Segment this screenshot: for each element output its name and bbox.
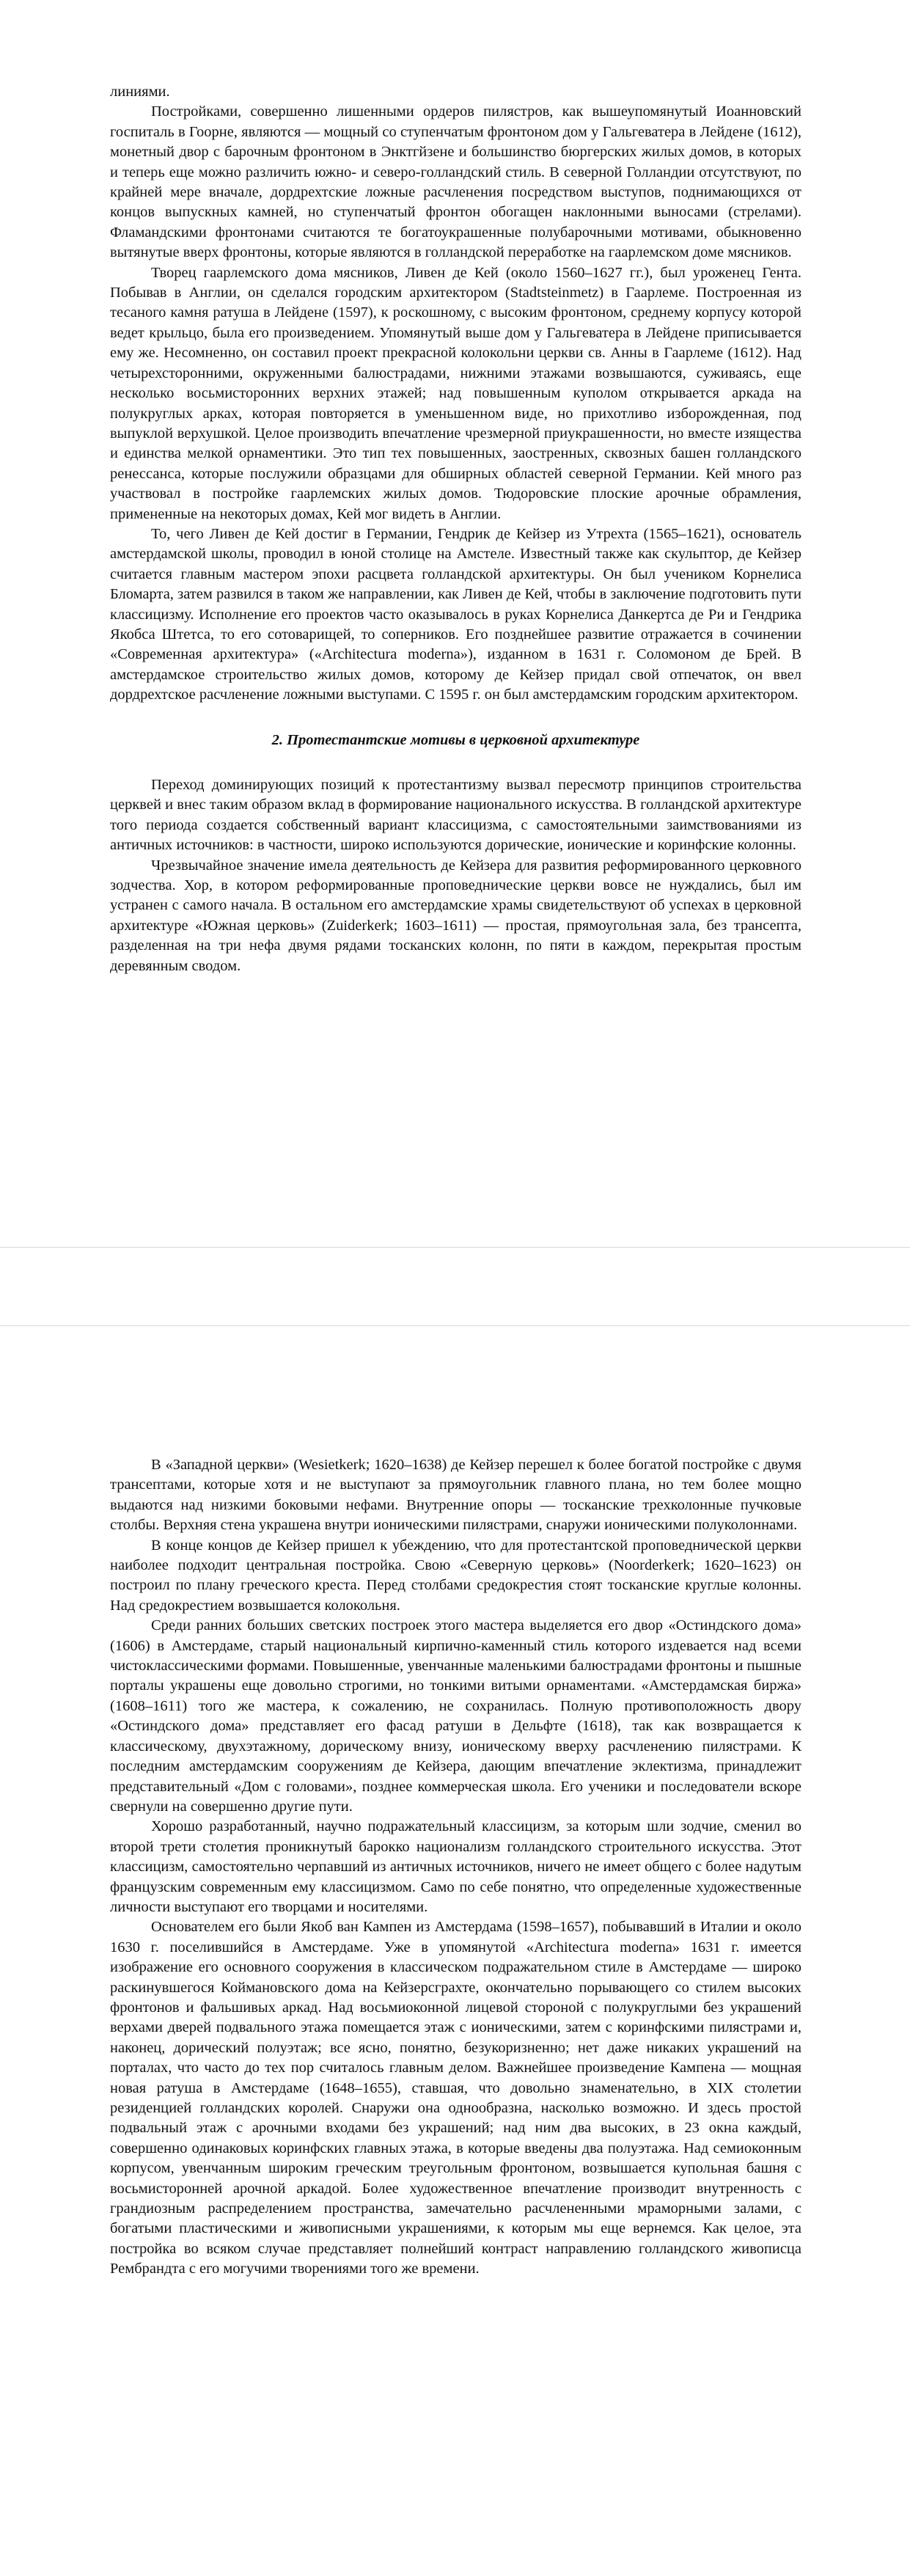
paragraph: Постройками, совершенно лишенными ордеров пилястров, как вышеупомянутый Иоанновский госпиталь в Гоорне, являются — мощный со ступенчатым фронтоном дом у Гальгеватера в Лейдене (1612), монетный двор с барочным фронтоном в Энктгйзене и большинство бюргерских жилых домов, в которых и теперь еще можно различить южно- и северо-голландский стиль. В северной Голландии отсутствуют, по крайней мере вначале, дордрехтские ложные расчленения посредством выступов, поднимающихся от концов выпускных камней, но ступенчатый фронтон обогащен наклонными выносами (стрелами). Фламандскими фронтонами считаются те богатоукрашенные полубарочными мотивами, обыкновенно вытянутые вверх фронтоны, которые являются в голландской переработке на гаарлемском доме мясников. xyxy=(110,103,801,261)
paragraph: Хорошо разработанный, научно подражательный классицизм, за которым шли зодчие, сменил во второй трети столетия проникнутый барокко национализм голландского строительного искусства. Этот классицизм, самостоятельно черпавший из античных источников, ничего не имеет общего с более надутым французским современным ему классицизмом. Само по себе понятно, что определенные художественные личности выступают его творцами и носителями. xyxy=(110,1818,801,1915)
paragraph: В конце концов де Кейзер пришел к убеждению, что для протестантской проповеднической церкви наиболее подходит центральная постройка. Свою «Северную церковь» (Noorderkerk; 1620–1623) он построил по плану греческого креста. Перед столбами средокрестия стоят тосканские круглые колонны. Над средокрестием возвышается колокольня. xyxy=(110,1537,801,1614)
paragraph: В «Западной церкви» (Wesietkerk; 1620–1638) де Кейзер перешел к более богатой постройке с двумя трансептами, которые хотя и не выступают за прямоугольник главного плана, но тем более мощно выдаются над низкими боковыми нефами. Внутренние опоры — тосканские трехколонные пучковые столбы. Верхняя стена украшена внутри ионическими пилястрами, снаружи ионическими полуколоннами. xyxy=(110,1457,801,1534)
section-heading: 2. Протестантские мотивы в церковной архитектуре xyxy=(271,731,640,748)
paragraph: Творец гаарлемского дома мясников, Ливен де Кей (около 1560–1627 гг.), был уроженец Гента. Побывав в Англии, он сделался городским архитектором (Stadtsteinmetz) в Гаарлеме. Построенная из тесаного камня ратуша в Лейдене (1597), к роскошному, с высоким фронтоном, среднему корпусу которой ведет крыльцо, была его произведением. Упомянутый выше дом у Гальгеватера в Лейдене приписывается ему же. Несомненно, он составил проект прекрасной колокольни церкви св. Анны в Гаарлеме (1612). Над четырехсторонними, окруженными балюстрадами, нижними этажами возвышаются, суживаясь, еще несколько восьмисторонних верхних этажей; над повышенным куполом открывается аркада на полукруглых арках, которая повторяется в уменьшенном виде, но прихотливо изборожденная, под выпуклой верхушкой. Целое производить впечатление чрезмерной приукрашенности, но вместе изящества и единства мелкой орнаментики. Это тип тех повышенных, заостренных, сквозных башен голландского ренессанса, которые послужили образцами для обширных областей северной Германии. Кей много раз участвовал в постройке гаарлемских жилых домов. Тюдоровские плоские арочные обрамления, примененные на некоторых домах, Кей мог видеть в Англии. xyxy=(110,264,801,522)
paragraph: Основателем его были Якоб ван Кампен из Амстердама (1598–1657), побывавший в Италии и около 1630 г. поселившийся в Амстердаме. Уже в упомянутой «Architectura moderna» 1631 г. имеется изображение его основного сооружения в классическом подражательном стиле в Амстердаме — широко раскинувшегося Коймановского дома на Кейзерсграхте, окончательно порывающего со стилем высоких фронтонов и фальшивых аркад. Над восьмиоконной лицевой стороной с полукруглыми без украшений верхами дверей подвального этажа помещается этаж с ионическими, затем с коринфскими пилястрами и, наконец, дорический полуэтаж; все ясно, понятно, безукоризненно; нет даже никаких украшений на порталах, что часто до тех пор считалось главным делом. Важнейшее произведение Кампена — мощная новая ратуша в Амстердаме (1648–1655), ставшая, что довольно знаменательно, в XIX столетии резиденцией голландских королей. Снаружи она однообразна, насколько возможно. И здесь простой подвальный этаж с арочными входами без украшений; над ним два высоких, в 23 окна каждый, совершенно одинаковых коринфских главных этажа, в которые введены два полуэтажа. Над семиоконным корпусом, увенчанным широким греческим треугольным фронтоном, возвышается купольная башня с восьмисторонней арочной аркадой. Более художественное впечатление производит внутренность с грандиозным распределением пространства, замечательно расчлененными мраморными залами, с богатыми пластическими и живописными украшениями, к которым мы еще вернемся. Как целое, эта постройка во всяком случае представляет полнейший контраст направлению голландского живописца Рембрандта с его могучими творениями того же времени. xyxy=(110,1919,801,2277)
paragraph: Чрезвычайное значение имела деятельность де Кейзера для развития реформированного церковного зодчества. Хор, в котором реформированные проповеднические церкви вовсе не нуждались, был им устранен с самого начала. В остальном его амстердамские храмы свидетельствуют об успехах в церковной архитектуре «Южная церковь» (Zuiderkerk; 1603–1611) — простая, прямоугольная зала, без трансепта, разделенная на три нефа двумя рядами тосканских колонн, по пяти в каждом, перекрытая простым деревянным сводом. xyxy=(110,857,801,974)
page-1-text xyxy=(110,82,801,976)
document-page-2 xyxy=(0,1326,910,2576)
document-page-1 xyxy=(0,0,910,1247)
page-2-text xyxy=(110,1455,801,2280)
paragraph: Переход доминирующих позиций к протестантизму вызвал пересмотр принципов строительства церквей и внес таким образом вклад в формирование национального искусства. В голландской архитектуре того периода создается собственный вариант классицизма, с самостоятельными заимствованиями из античных источников: в частности, широко используются дорические, ионические и коринфские колонны. xyxy=(110,777,801,854)
paragraph: Среди ранних больших светских построек этого мастера выделяется его двор «Остиндского дома» (1606) в Амстердаме, старый национальный кирпично-каменный стиль которого издевается над всеми чистоклассическими формами. Повышенные, увенчанные маленькими балюстрадами фронтоны и пышные порталы украшены еще довольно строгими, но тонкими витыми орнаментами. «Амстердамская биржа» (1608–1611) того же мастера, к сожалению, не сохранилась. Полную противоположность двору «Остиндского дома» представляет его фасад ратуши в Дельфте (1618), так как возвращается к классическому, двухэтажному, дорическому внизу, ионическому вверху расчленению пилястрами. К последним амстердамским сооружениям де Кейзера, дающим впечатление эклектизма, принадлежит представительный «Дом с головами», позднее коммерческая школа. Его ученики и последователи вскоре свернули на совершенно другие пути. xyxy=(110,1617,801,1815)
paragraph: линиями. xyxy=(110,84,170,100)
page-separator xyxy=(0,1247,910,1326)
paragraph: То, чего Ливен де Кей достиг в Германии, Гендрик де Кейзер из Утрехта (1565–1621), основатель амстердамской школы, проводил в юной столице на Амстеле. Известный также как скульптор, де Кейзер считается главным мастером эпохи расцвета голландской архитектуры. Он был учеником Корнелиса Бломарта, затем развился в таком же направлении, как Ливен де Кей, чтобы в заключение подготовить пути классицизму. Исполнение его проектов часто оказывалось в руках Корнелиса Данкертса де Ри и Гендрика Якобса Штетса, то его сотоварищей, то соперников. Его позднейшее развитие отражается в сочинении «Современная архитектура» («Architectura moderna»), изданном в 1631 г. Соломоном де Брей. В амстердамское строительство жилых домов, которому де Кейзер придал свой отпечаток, он ввел дордрехтское расчленение ложными выступами. С 1595 г. он был амстердамским городским архитектором. xyxy=(110,525,801,703)
